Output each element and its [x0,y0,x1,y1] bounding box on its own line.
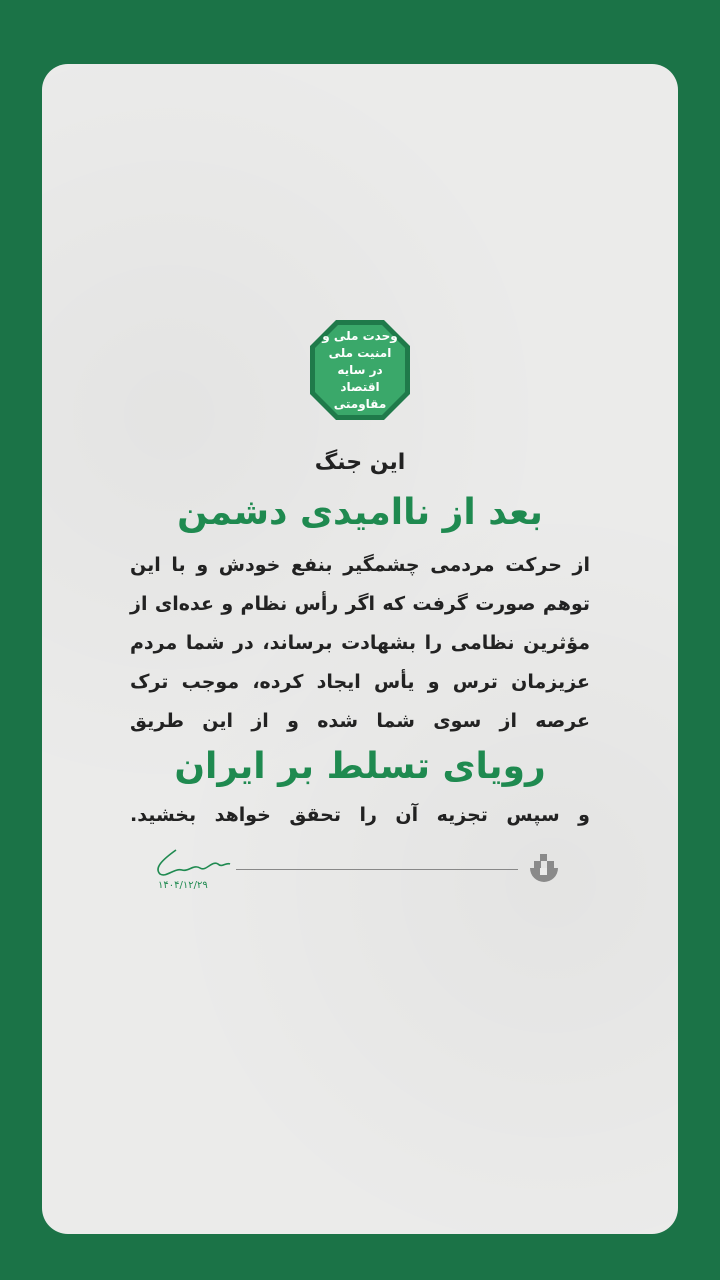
body-line: مؤثرین نظامی را بشهادت برساند، در شما مردم [130,632,590,654]
headline: بعد از ناامیدی دشمن [177,492,543,533]
body-line: عزیزمان ترس و یأس ایجاد کرده، موجب ترک [130,671,590,693]
highlight: رویای تسلط بر ایران [174,746,546,787]
signature-date: ۱۴۰۴/۱۲/۲۹ [158,880,208,891]
body-line: توهم صورت گرفت که اگر رأس نظام و عده‌ای از [130,593,590,615]
body-line: از حرکت مردمی چشمگیر بنفع خودش و با این [130,554,590,576]
body-line: عرصه از سوی شما شده و از این طریق [130,710,590,732]
divider [236,869,518,870]
publisher-logo-icon [528,852,560,884]
kicker: این جنگ [314,450,406,475]
slogan-badge [308,318,412,422]
closing-line: و سپس تجزیه آن را تحقق خواهد بخشید. [130,804,590,826]
badge-slogan-text: وحدت ملی و امنیت ملی در سایه اقتصاد مقاومتی [322,328,398,411]
